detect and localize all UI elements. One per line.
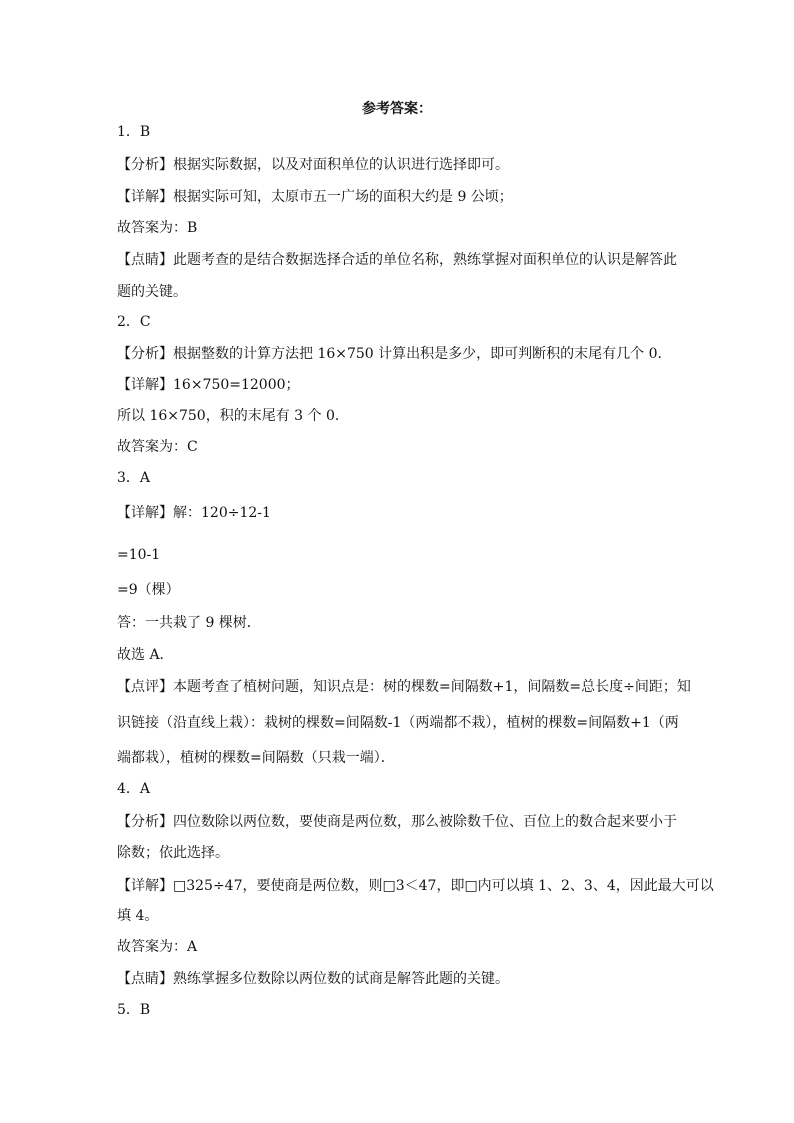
q4-analysis-line2: 除数；依此选择。	[117, 845, 229, 861]
q3-comment-line1: 【点评】本题考查了植树问题，知识点是：树的棵数=间隔数+1，间隔数=总长度÷间距；知	[117, 679, 691, 695]
q2-conclusion: 所以 16×750，积的末尾有 3 个 0．	[117, 408, 349, 424]
q1-answer: 故答案为：B	[117, 220, 198, 236]
q2-answer: 故答案为：C	[117, 439, 198, 455]
q3-number: 3．A	[117, 470, 151, 486]
q1-comment-line2: 题的关键。	[117, 284, 187, 300]
q1-comment-line1: 【点睛】此题考查的是结合数据选择合适的单位名称，熟练掌握对面积单位的认识是解答此	[117, 252, 677, 268]
q4-analysis-line1: 【分析】四位数除以两位数，要使商是两位数，那么被除数千位、百位上的数合起来要小于	[117, 814, 677, 830]
q3-detail: 【详解】解：120÷12-1	[117, 505, 271, 521]
q1-number: 1．B	[117, 124, 151, 140]
q3-comment-line2: 识链接（沿直线上栽）：栽树的棵数=间隔数-1（两端都不栽），植树的棵数=间隔数+1（两	[117, 715, 679, 731]
q3-choice: 故选 A．	[117, 647, 174, 663]
q4-comment: 【点睛】熟练掌握多位数除以两位数的试商是解答此题的关键。	[117, 971, 509, 987]
q3-step1: =10-1	[117, 547, 161, 563]
q1-analysis: 【分析】根据实际数据，以及对面积单位的认识进行选择即可。	[117, 157, 509, 173]
q3-comment-line3: 端都栽），植树的棵数=间隔数（只栽一端）．	[117, 750, 395, 766]
q1-detail: 【详解】根据实际可知，太原市五一广场的面积大约是 9 公顷；	[117, 189, 513, 205]
q4-detail-line2: 填 4。	[117, 908, 159, 924]
q4-answer: 故答案为：A	[117, 939, 198, 955]
q2-detail: 【详解】16×750=12000；	[117, 377, 300, 393]
q3-step2: =9（棵）	[117, 582, 180, 598]
q5-number: 5．B	[117, 1002, 151, 1018]
q2-number: 2．C	[117, 314, 151, 330]
q3-response: 答：一共栽了 9 棵树．	[117, 615, 261, 631]
q4-detail-line1: 【详解】□325÷47，要使商是两位数，则□3＜47，即□内可以填 1、2、3、4，因此最大可以	[117, 878, 714, 894]
q2-analysis: 【分析】根据整数的计算方法把 16×750 计算出积是多少，即可判断积的末尾有几个 0．	[117, 346, 672, 362]
answer-title: 参考答案：	[362, 101, 432, 117]
q4-number: 4．A	[117, 781, 151, 797]
